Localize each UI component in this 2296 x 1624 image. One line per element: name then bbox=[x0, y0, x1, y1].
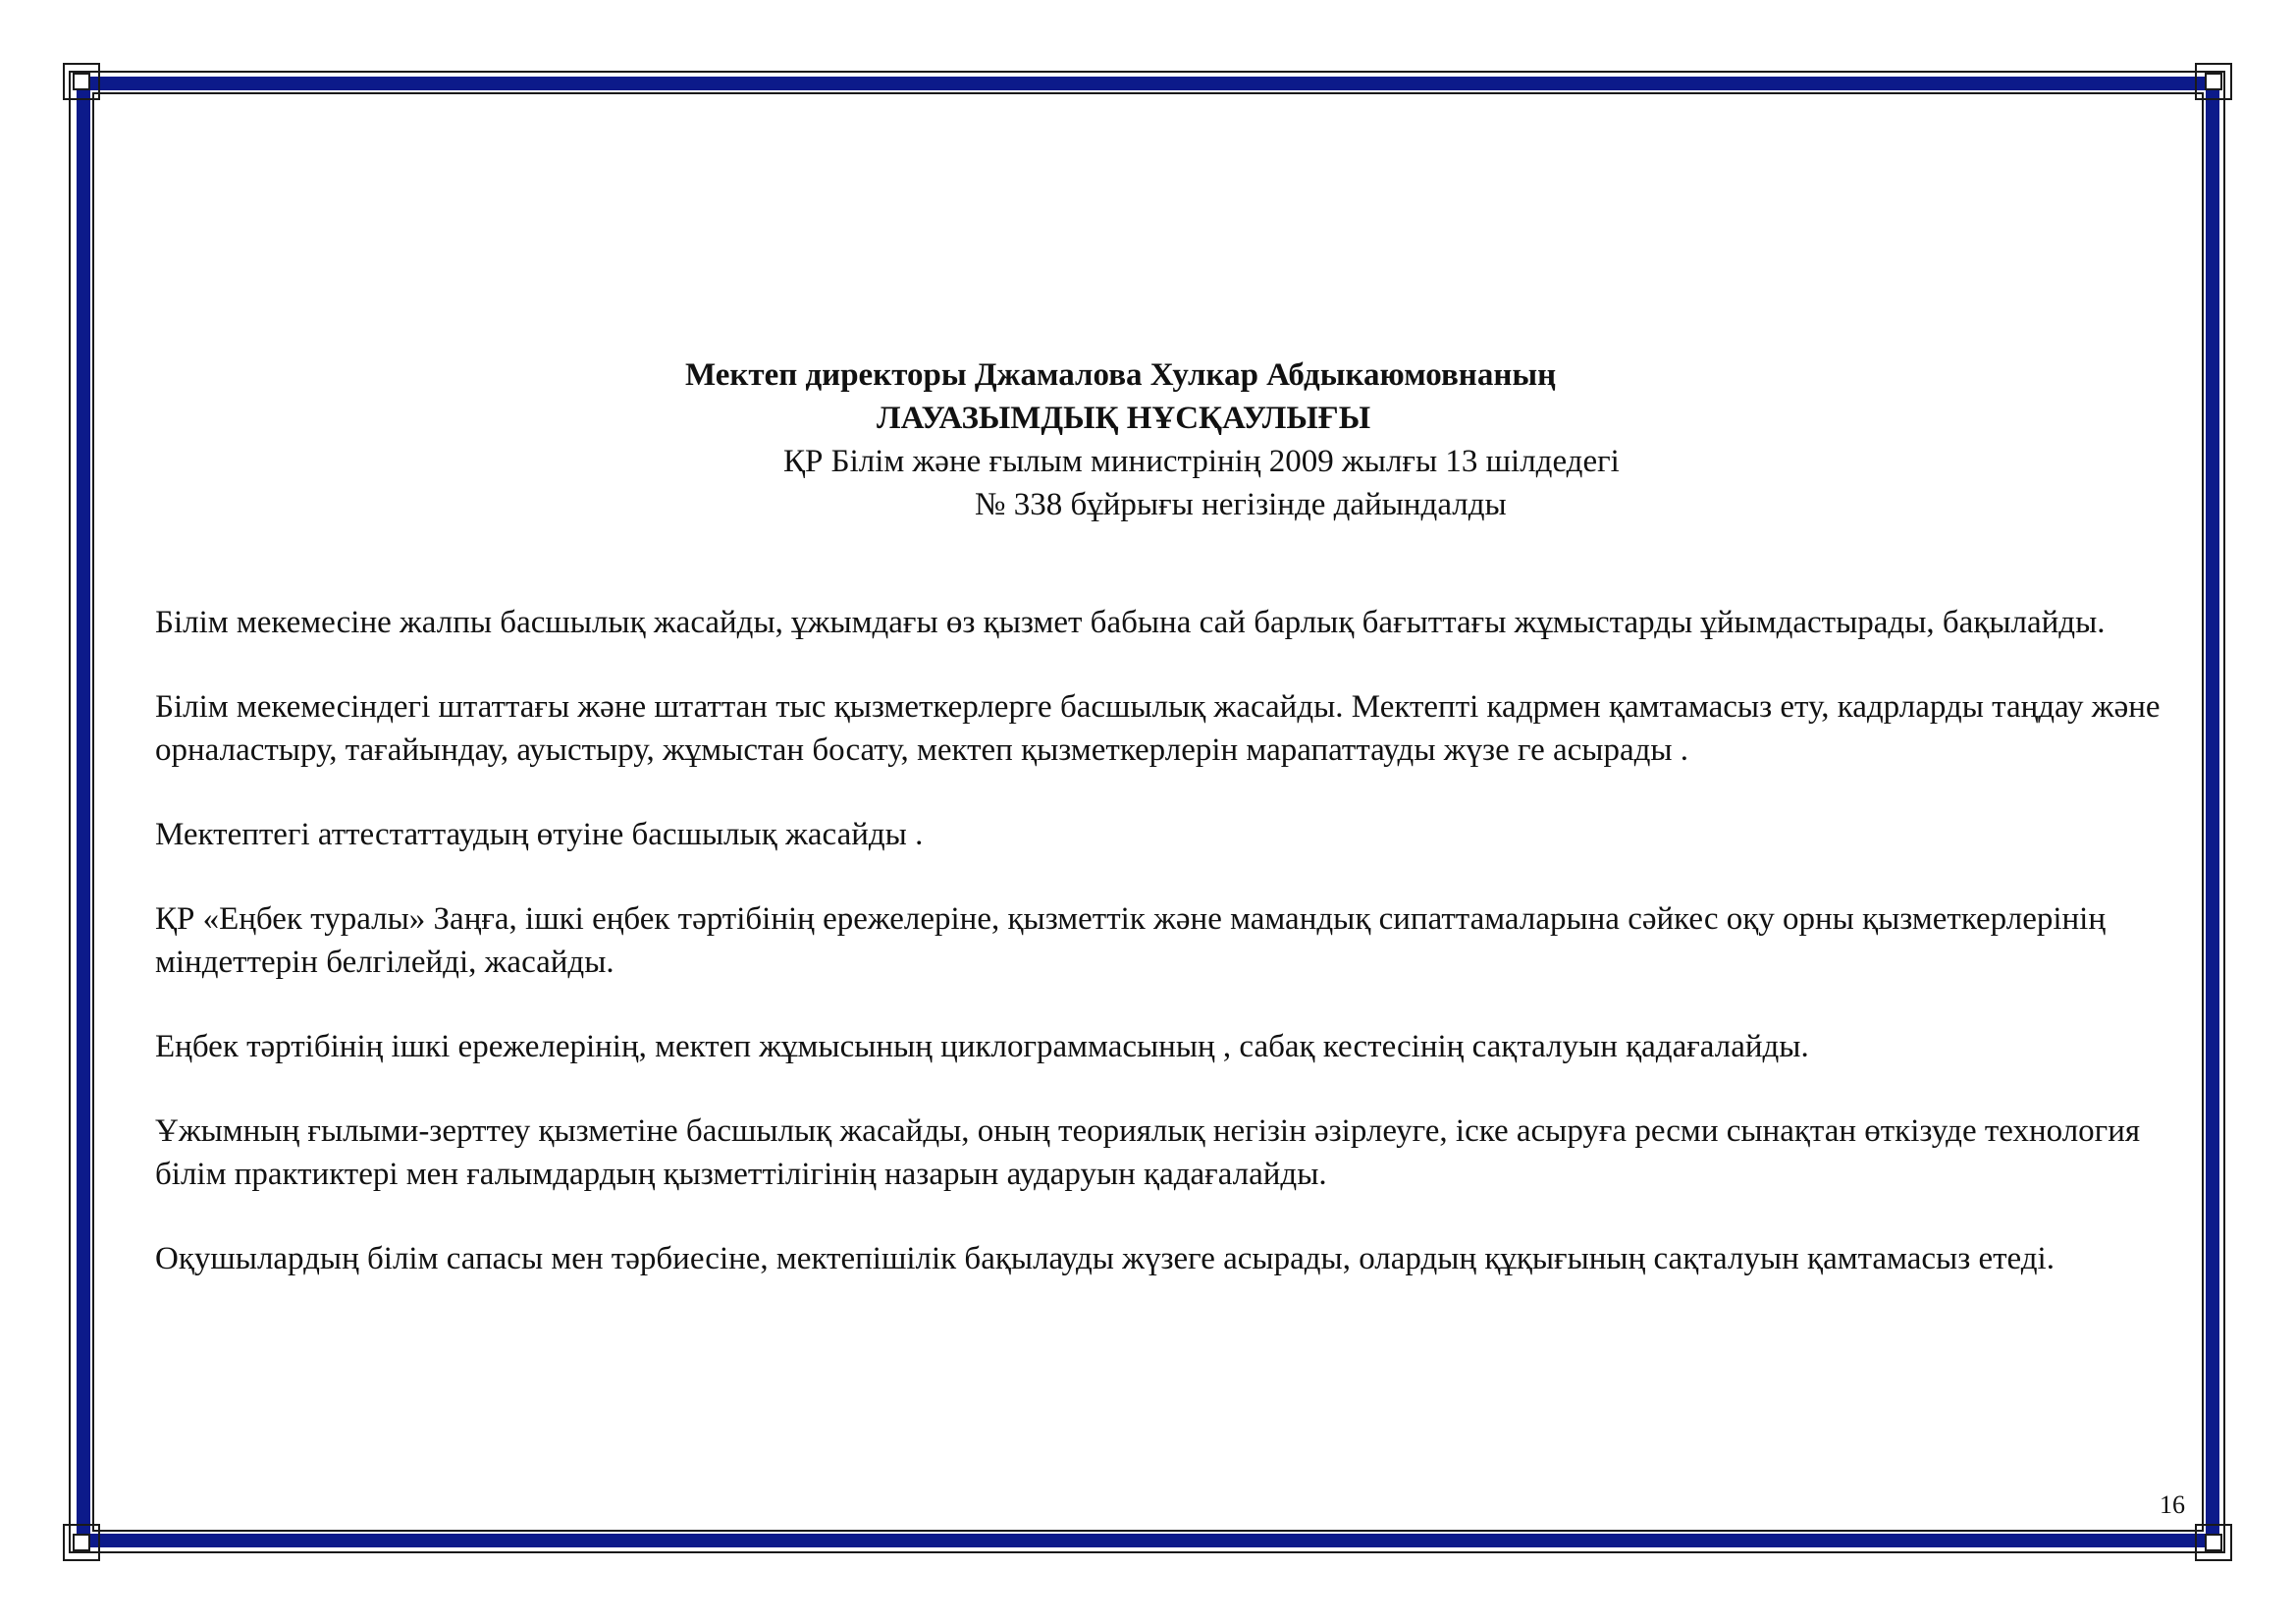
duty-paragraph: Ұжымның ғылыми-зерттеу қызметіне басшылық жасайды, оның теориялық негізін әзірлеуге, іске асыруға ресми сынақтан өткізуде технология білім практиктері мен ғалымдардың қызметтілігінің назарын аударуын қадағалайды. bbox=[155, 1113, 2141, 1192]
duty-paragraph: ҚР «Еңбек туралы» Заңға, ішкі еңбек тәртібінің ережелеріне, қызметтік және мамандық сипаттамаларына сәйкес оқу орны қызметкерлерінің міндеттерін белгілейді, жасайды. bbox=[155, 901, 2107, 980]
document-body bbox=[155, 353, 2197, 1322]
header-director-name: Мектеп директоры Джамалова Хулкар Абдыкаюмовнаның bbox=[685, 357, 1557, 393]
duty-paragraph: Мектептегі аттестаттаудың өтуіне басшылық жасайды . bbox=[155, 817, 924, 852]
document-title: ЛАУАЗЫМДЫҚ НҰСҚАУЛЫҒЫ bbox=[877, 401, 1371, 436]
border-corner-ornament-top-left bbox=[63, 63, 100, 100]
border-corner-ornament-top-right bbox=[2195, 63, 2232, 100]
duty-paragraph: Оқушылардың білім сапасы мен тәрбиесіне, мектепішілік бақылауды жүзеге асырады, олардың құқығының сақталуын қамтамасыз етеді. bbox=[155, 1241, 2055, 1276]
header-order-reference: № 338 бұйрығы негізінде дайындалды bbox=[975, 487, 1507, 522]
duty-paragraph: Білім мекемесіндегі штаттағы және штаттан тыс қызметкерлерге басшылық жасайды. Мектепті кадрмен қамтамасыз ету, кадрларды таңдау және орналастыру, тағайындау, ауыстыру, жұмыстан босату, мектеп қызметкерлерін марапаттауды жүзе ге асырады . bbox=[155, 689, 2161, 768]
header-ministry-reference: ҚР Білім және ғылым министрінің 2009 жылғы 13 шілдедегі bbox=[783, 444, 1620, 479]
duties-list bbox=[155, 601, 2197, 1280]
border-corner-ornament-bottom-left bbox=[63, 1524, 100, 1561]
duty-paragraph: Білім мекемесіне жалпы басшылық жасайды, ұжымдағы өз қызмет бабына сай барлық бағыттағы жұмыстарды ұйымдастырады, бақылайды. bbox=[155, 605, 2106, 640]
page-number: 16 bbox=[2160, 1490, 2185, 1519]
duty-paragraph: Еңбек тәртібінің ішкі ережелерінің, мектеп жұмысының циклограммасының , сабақ кестесінің сақталуын қадағалайды. bbox=[155, 1029, 1809, 1064]
border-corner-ornament-bottom-right bbox=[2195, 1524, 2232, 1561]
document-header bbox=[155, 353, 2197, 526]
